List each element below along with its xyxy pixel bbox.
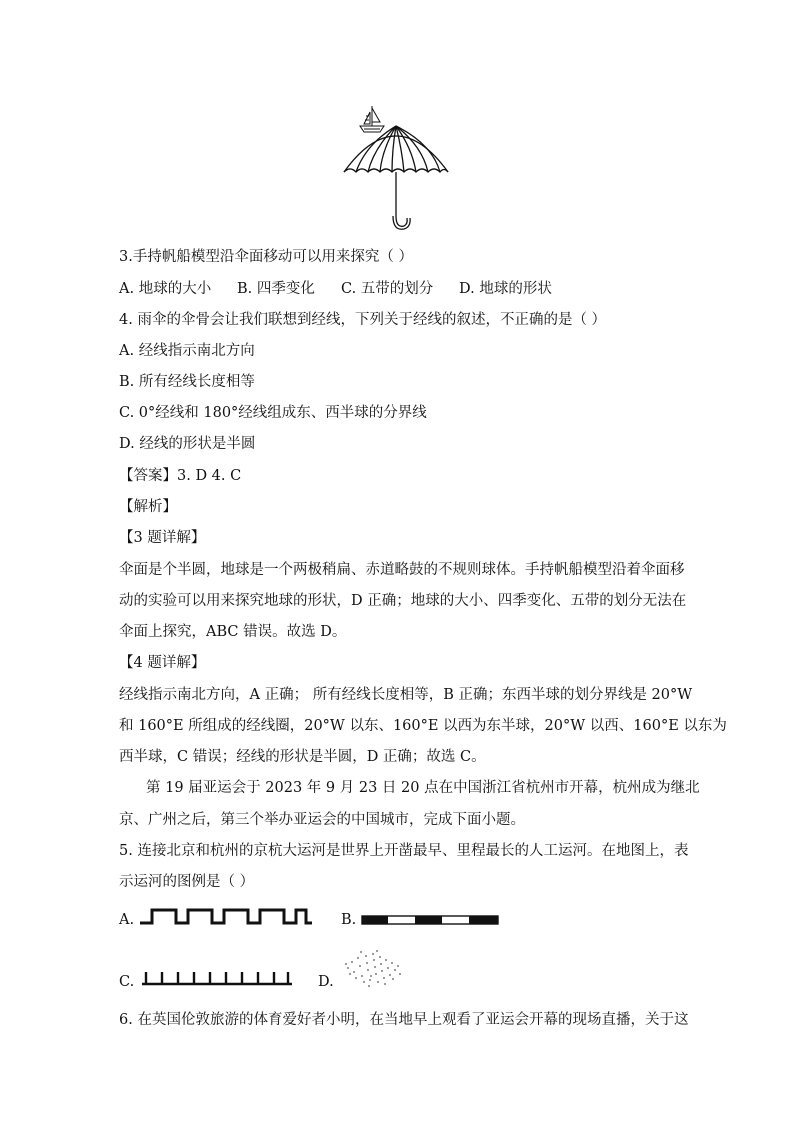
detail3-line-3: 伞面上探究，ABC 错误。故选 D。 <box>119 624 347 640</box>
detail4-line-1: 经线指示南北方向，A 正确； 所有经线长度相等，B 正确；东西半球的划分界线是 20°W <box>119 687 693 703</box>
detail4-title: 【4 题详解】 <box>119 655 206 671</box>
q3-option-b: B. 四季变化 <box>237 281 315 297</box>
q3-options <box>119 279 679 299</box>
umbrella-sailboat-figure <box>336 104 456 232</box>
q4-option-d: D. 经线的形状是半圆 <box>119 436 256 452</box>
detail3-title: 【3 题详解】 <box>119 530 206 546</box>
q3-option-a: A. 地球的大小 <box>119 281 212 297</box>
detail3-line-2: 动的实验可以用来探究地球的形状，D 正确；地球的大小、四季变化、五带的划分无法在 <box>119 593 687 609</box>
legend-square-wave <box>138 906 314 926</box>
detail4-line-2: 和 160°E 所组成的经线圈，20°W 以东、160°E 以西为东半球，20°W 以西、160°E 以东为 <box>119 718 727 734</box>
legend-railway <box>361 914 499 926</box>
q5-option-c-label: C. <box>119 974 135 990</box>
q6-stem: 6. 在英国伦敦旅游的体育爱好者小明，在当地早上观看了亚运会开幕的现场直播，关于这 <box>119 1012 689 1028</box>
q4-option-b: B. 所有经线长度相等 <box>119 374 255 390</box>
q3-stem: 3.手持帆船模型沿伞面移动可以用来探究（ ） <box>119 249 413 265</box>
q3-option-c: C. 五带的划分 <box>341 281 434 297</box>
analysis-title: 【解析】 <box>119 499 177 515</box>
legend-ticked-line <box>140 968 294 988</box>
legend-dotted-area <box>340 948 406 990</box>
q4-option-c: C. 0°经线和 180°经线组成东、西半球的分界线 <box>119 405 427 421</box>
q5-option-b-label: B. <box>341 912 357 928</box>
detail4-line-3: 西半球，C 错误；经线的形状是半圆，D 正确；故选 C。 <box>119 749 486 765</box>
answer-line: 【答案】3. D 4. C <box>119 468 242 484</box>
q5-option-a-label: A. <box>119 912 135 928</box>
q3-option-d: D. 地球的形状 <box>459 281 552 297</box>
detail3-line-1: 伞面是个半圆，地球是一个两极稍扁、赤道略鼓的不规则球体。手持帆船模型沿着伞面移 <box>119 562 685 578</box>
q5-option-d-label: D. <box>318 974 334 990</box>
q5-line-1: 5. 连接北京和杭州的京杭大运河是世界上开凿最早、里程最长的人工运河。在地图上，表 <box>119 843 689 859</box>
q4-stem: 4. 雨伞的伞骨会让我们联想到经线，下列关于经线的叙述，不正确的是（ ） <box>119 312 607 328</box>
q5-line-2: 示运河的图例是（ ） <box>119 874 255 890</box>
intro-line-1: 第 19 届亚运会于 2023 年 9 月 23 日 20 点在中国浙江省杭州市开幕，杭州成为继北 <box>146 780 700 796</box>
intro-line-2: 京、广州之后，第三个举办亚运会的中国城市，完成下面小题。 <box>119 812 525 828</box>
q4-option-a: A. 经线指示南北方向 <box>119 343 255 359</box>
